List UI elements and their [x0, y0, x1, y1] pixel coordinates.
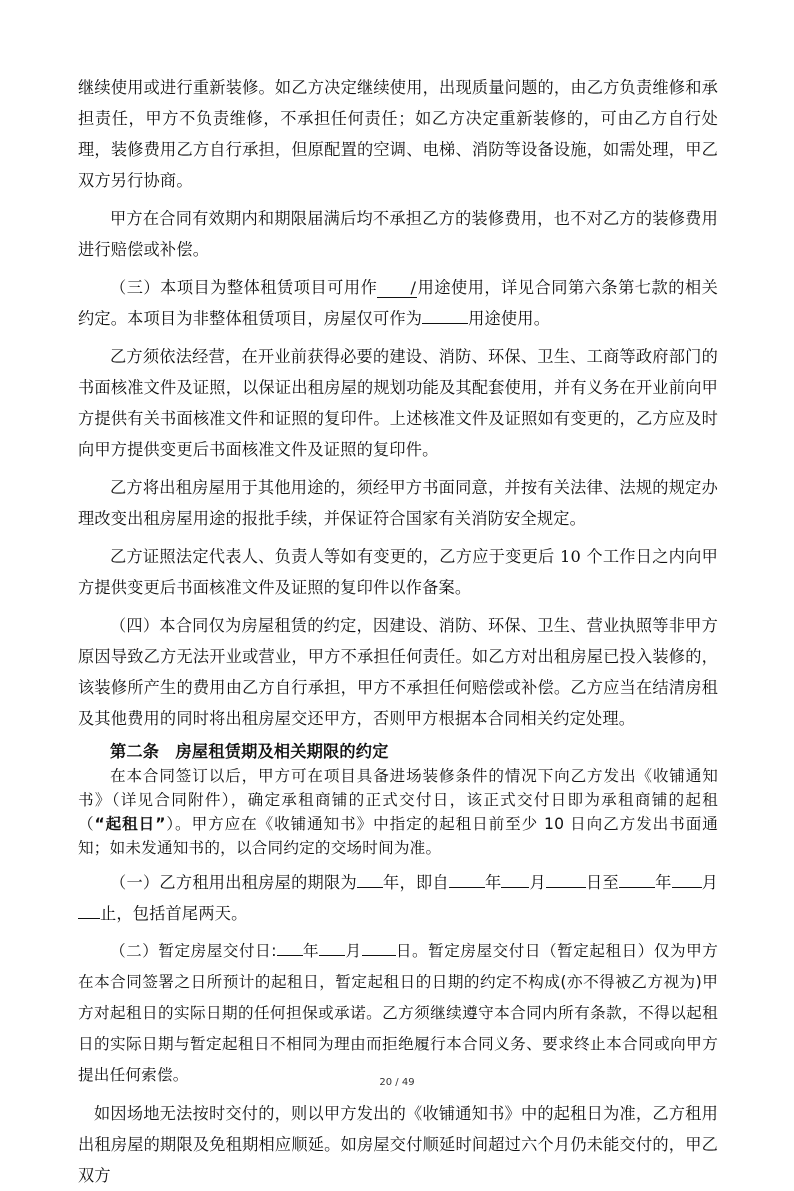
paragraph-usage: （三）本项目为整体租赁项目可用作 /用途使用，详见合同第六条第七款的相关约定。本项目为非整体租赁项目，房屋仅可作为 用途使用。	[78, 278, 718, 328]
paragraph-clause-four: （四）本合同仅为房屋租赁的约定，因建设、消防、环保、卫生、营业执照等非甲方原因导致乙方无法开业或营业，甲方不承担任何责任。如乙方对出租房屋已投入装修的，该装修所产生的费用由乙方自行承担，甲方不承担任何赔偿或补偿。乙方应当在结清房租及其他费用的同时将出租房屋交还甲方，否则甲方根据本合同相关约定处理。	[78, 616, 718, 728]
blank-delivery-month	[319, 955, 345, 956]
paragraph-lease-term: （一）乙方租用出租房屋的期限为 年，即自 年 月 日至 年 月止，包括首尾两天。	[78, 867, 718, 929]
blank-start-day	[546, 887, 586, 888]
page-number: 20 / 49	[379, 1077, 415, 1088]
blank-end-month	[672, 887, 702, 888]
document-body	[78, 72, 718, 1191]
paragraph-change-use: 乙方将出租房屋用于其他用途的，须经甲方书面同意，并按有关法律、法规的规定办理改变出租房屋用途的报批手续，并保证符合国家有关消防安全规定。	[78, 478, 718, 528]
blank-start-year	[449, 887, 485, 888]
paragraph-renovation-costs: 甲方在合同有效期内和期限届满后均不承担乙方的装修费用，也不对乙方的装修费用进行赔偿或补偿。	[78, 209, 718, 259]
section-heading: 第二条 房屋租赁期及相关期限的约定	[110, 742, 389, 761]
paragraph-licensing: 乙方须依法经营，在开业前获得必要的建设、消防、环保、卫生、工商等政府部门的书面核准文件及证照，以保证出租房屋的规划功能及其配套使用，并有义务在开业前向甲方提供有关书面核准文件和证照的复印件。上述核准文件及证照如有变更的，乙方应及时向甲方提供变更后书面核准文件及证照的复印件。	[78, 347, 718, 459]
paragraph-representative-change: 乙方证照法定代表人、负责人等如有变更的，乙方应于变更后 10 个工作日之内向甲方提供变更后书面核准文件及证照的复印件以作备案。	[78, 547, 718, 597]
usage-blank-partial	[422, 323, 468, 324]
blank-start-month	[501, 887, 529, 888]
blank-years	[357, 887, 383, 888]
paragraph-tentative-delivery: （二）暂定房屋交付日: 年 月 日。暂定房屋交付日（暂定起租日）仅为甲方在本合同签署之日所预计的起租日，暂定起租日的日期的约定不构成(亦不得被乙方视为)甲方对起租日的实际日期的任何担保或承诺。乙方须继续遵守本合同内所有条款，不得以起租日的实际日期与暂定起租日不相同为理由而拒绝履行本合同义务、要求终止本合同或向甲方提出任何索偿。	[78, 942, 718, 1084]
rent-start-term: “起租日”	[94, 815, 166, 833]
blank-delivery-day	[362, 955, 396, 956]
paragraph-handover-notice: 在本合同签订以后，甲方可在项目具备进场装修条件的情况下向乙方发出《收铺通知书》（详见合同附件），确定承租商铺的正式交付日，该正式交付日即为承租商铺的起租（“起租日”）。甲方应在《收铺通知书》中指定的起租日前至少 10 日向乙方发出书面通知；如未发通知书的，以合同约定的交场时间为准。	[78, 767, 718, 857]
paragraph-delayed-delivery: 如因场地无法按时交付的，则以甲方发出的《收铺通知书》中的起租日为准，乙方租用出租房屋的期限及免租期相应顺延。如房屋交付顺延时间超过六个月仍未能交付的，甲乙双方	[78, 1104, 718, 1185]
blank-delivery-year	[277, 955, 303, 956]
usage-blank-whole: /	[377, 279, 417, 298]
paragraph-renovation: 继续使用或进行重新装修。如乙方决定继续使用，出现质量问题的，由乙方负责维修和承担责任，甲方不负责维修，不承担任何责任；如乙方决定重新装修的，可由乙方自行处理，装修费用乙方自行承担，但原配置的空调、电梯、消防等设备设施，如需处理，甲乙双方另行协商。	[78, 78, 718, 190]
blank-end-year	[619, 887, 655, 888]
blank-end-day	[78, 918, 100, 919]
